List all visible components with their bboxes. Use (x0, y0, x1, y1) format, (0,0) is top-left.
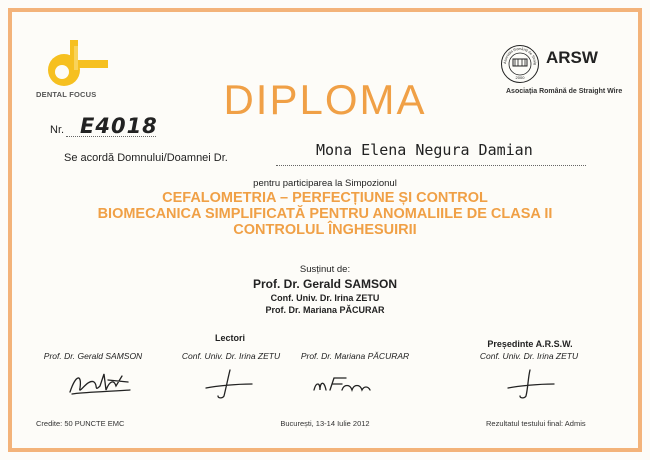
signature-samson (64, 366, 134, 400)
symposium-line: CONTROLUL ÎNGHESUIRII (233, 222, 417, 238)
president-heading: Președinte A.R.S.W. (487, 339, 573, 349)
diploma-number: E4018 (80, 114, 158, 138)
place-date-text: București, 13-14 Iulie 2012 (280, 419, 370, 428)
svg-text:Asociația Română de Straight W: Asociația Română de Straig (502, 46, 538, 65)
speaker: Conf. Univ. Dr. Irina ZETU (270, 293, 380, 303)
symposium-title (0, 190, 650, 238)
final-result-text: Rezultatul testului final: Admis (486, 419, 586, 428)
credits-text: Credite: 50 PUNCTE EMC (36, 419, 125, 428)
signature-zetu-president (498, 366, 568, 400)
signatory-name: Conf. Univ. Dr. Irina ZETU (181, 351, 281, 361)
participation-text: pentru participarea la Simpozionul (253, 178, 397, 189)
speaker: Prof. Dr. Mariana PĂCURAR (265, 305, 385, 315)
speaker-main: Prof. Dr. Gerald SAMSON (252, 277, 398, 291)
arsw-full-name: Asociația Română de Straight Wire (506, 88, 623, 95)
signature-pacurar (306, 366, 376, 400)
svg-text:2000: 2000 (515, 75, 525, 80)
signatory-name: Prof. Dr. Mariana PĂCURAR (300, 351, 410, 361)
dental-focus-logo-text: DENTAL FOCUS (36, 90, 97, 99)
signatory-name: Conf. Univ. Dr. Irina ZETU (479, 351, 579, 361)
number-label: Nr. (50, 124, 65, 136)
lecturers-heading: Lectori (214, 333, 245, 343)
signatory-name: Prof. Dr. Gerald SAMSON (43, 351, 143, 361)
diploma-title: DIPLOMA (223, 76, 427, 123)
arsw-name: ARSW (546, 48, 598, 67)
grant-label: Se acordă Domnului/Doamnei Dr. (64, 152, 228, 164)
recipient-name: Mona Elena Negura Damian (316, 141, 533, 159)
signature-zetu (196, 366, 266, 400)
supported-by-label: Susținut de: (299, 264, 351, 275)
symposium-line: CEFALOMETRIA – PERFECȚIUNE ȘI CONTROL (162, 190, 488, 206)
symposium-line: BIOMECANICA SIMPLIFICATĂ PENTRU ANOMALIILE DE CLASA II (97, 206, 553, 222)
